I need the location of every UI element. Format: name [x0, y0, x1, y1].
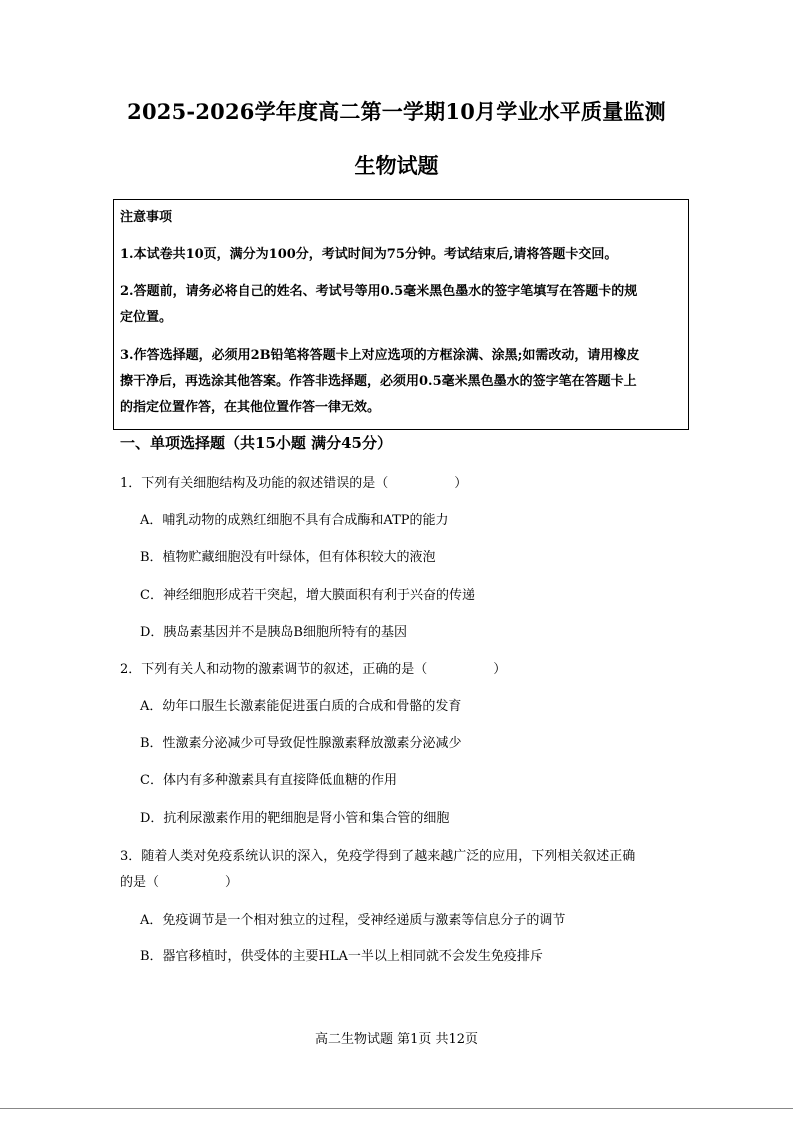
exam-subtitle: 生物试题 — [354, 153, 439, 178]
question-3-stem-line-2 — [120, 871, 238, 890]
question-3-option-a: A．免疫调节是一个相对独立的过程，受神经递质与激素等信息分子的调节 — [140, 913, 566, 928]
question-2-option-b: B．性激素分泌减少可导致促性腺激素释放激素分泌减少 — [140, 736, 462, 751]
question-2-stem — [120, 658, 506, 677]
page-bottom-divider — [0, 1108, 793, 1109]
notice-heading: 注意事项 — [120, 210, 173, 225]
question-3-close: ） — [225, 875, 239, 890]
question-2-option-c: C．体内有多种激素具有直接降低血糖的作用 — [140, 773, 397, 788]
page-footer: 高二生物试题 第1页 共12页 — [314, 1032, 479, 1047]
exam-title: 2025-2026学年度高二第一学期10月学业水平质量监测 — [127, 99, 666, 124]
question-3-option-b: B．器官移植时，供受体的主要HLA一半以上相同就不会发生免疫排斥 — [140, 949, 543, 964]
question-2-option-d: D．抗利尿激素作用的靶细胞是肾小管和集合管的细胞 — [140, 811, 450, 826]
question-1-option-d: D．胰岛素基因并不是胰岛B细胞所特有的基因 — [140, 625, 407, 640]
question-1-text: 1．下列有关细胞结构及功能的叙述错误的是（ — [120, 476, 389, 491]
notice-item-2-line-1: 2.答题前，请务必将自己的姓名、考试号等用0.5毫米黑色墨水的签字笔填写在答题卡的规 — [120, 284, 638, 299]
notice-item-3-line-1: 3.作答选择题，必须用2B铅笔将答题卡上对应选项的方框涂满、涂黑;如需改动，请用橡皮 — [120, 348, 640, 363]
question-1-option-c: C．神经细胞形成若干突起，增大膜面积有利于兴奋的传递 — [140, 588, 475, 603]
notice-item-3-line-3: 的指定位置作答，在其他位置作答一律无效。 — [120, 400, 381, 415]
section-title: 一、单项选择题（共15小题 满分45分） — [120, 434, 392, 452]
question-1-option-a: A．哺乳动物的成熟红细胞不具有合成酶和ATP的能力 — [140, 513, 449, 528]
question-2-text: 2．下列有关人和动物的激素调节的叙述，正确的是（ — [120, 662, 428, 677]
question-1-stem — [120, 472, 467, 491]
question-2-close: ） — [493, 662, 507, 677]
notice-item-2-line-2: 定位置。 — [120, 310, 173, 325]
question-1-option-b: B．植物贮藏细胞没有叶绿体，但有体积较大的液泡 — [140, 550, 436, 565]
question-2-option-a: A．幼年口服生长激素能促进蛋白质的合成和骨骼的发育 — [140, 699, 462, 714]
question-3-text: 的是（ — [120, 875, 160, 890]
notice-item-3-line-2: 擦干净后，再选涂其他答案。作答非选择题，必须用0.5毫米黑色墨水的签字笔在答题卡上 — [120, 374, 637, 389]
notice-item-1: 1.本试卷共10页，满分为100分，考试时间为75分钟。考试结束后,请将答题卡交回。 — [120, 247, 618, 262]
question-3-stem-line-1: 3．随着人类对免疫系统认识的深入，免疫学得到了越来越广泛的应用，下列相关叙述正确 — [120, 849, 636, 864]
question-1-close: ） — [454, 476, 468, 491]
